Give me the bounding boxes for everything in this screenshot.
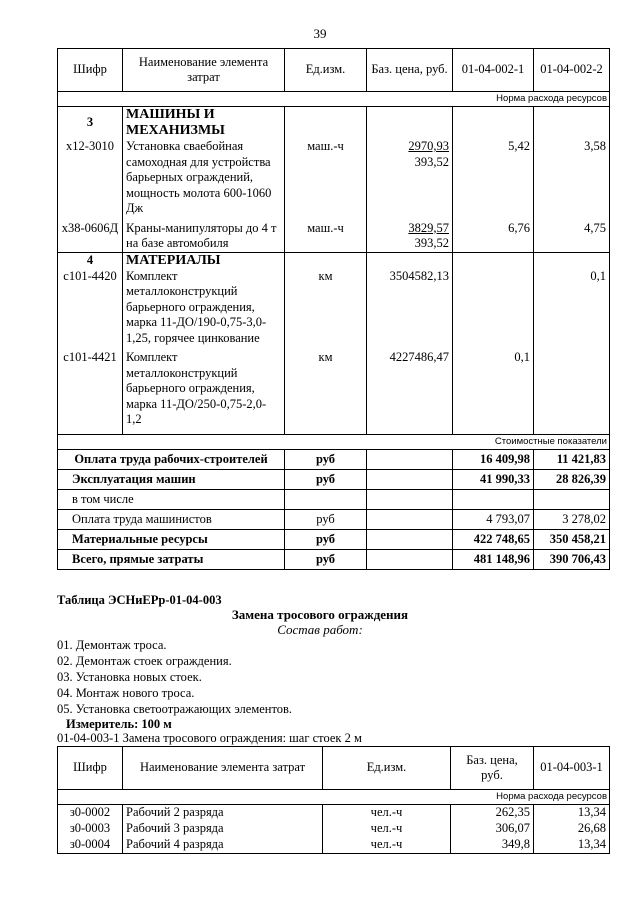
list-item: 02. Демонтаж стоек ограждения. bbox=[57, 654, 232, 668]
row-value-1: 0,1 bbox=[453, 346, 534, 435]
band-resource-norm: Норма расхода ресурсов bbox=[58, 92, 610, 107]
list-item: 03. Установка новых стоек. bbox=[57, 670, 202, 684]
row-code: з0-0004 bbox=[58, 837, 123, 854]
row-price-main: 4227486,47 bbox=[367, 346, 453, 435]
summary-value-1: 41 990,33 bbox=[453, 470, 534, 490]
header-unit: Ед.изм. bbox=[285, 49, 367, 92]
row-unit: маш.-ч bbox=[285, 217, 367, 253]
row-price-main: 3829,57 bbox=[408, 220, 449, 235]
row-name: Рабочий 2 разряда bbox=[123, 805, 323, 822]
summary-label: Оплата труда рабочих-строителей bbox=[58, 450, 285, 470]
header-name: Наименование элемента затрат bbox=[123, 747, 323, 790]
row-code: з0-0002 bbox=[58, 805, 123, 822]
row-value-1: 13,34 bbox=[534, 837, 610, 854]
table-header-row bbox=[58, 747, 610, 790]
row-unit: чел.-ч bbox=[323, 821, 451, 837]
summary-label: Материальные ресурсы bbox=[58, 530, 285, 550]
summary-unit: руб bbox=[285, 550, 367, 570]
table-header-row bbox=[58, 49, 610, 92]
row-name: Рабочий 3 разряда bbox=[123, 821, 323, 837]
section-materials bbox=[58, 252, 610, 269]
row-code: с101-4420 bbox=[58, 269, 123, 347]
summary-label: Всего, прямые затраты bbox=[58, 550, 285, 570]
row-name: Краны-манипуляторы до 4 т на базе автомобиля bbox=[123, 217, 285, 253]
band-resource-norm: Норма расхода ресурсов bbox=[58, 790, 610, 805]
summary-row bbox=[58, 530, 610, 550]
variant-line: 01-04-003-1 Замена тросового ограждения: шаг стоек 2 м bbox=[57, 731, 362, 745]
row-price-main: 2970,93 bbox=[408, 139, 449, 153]
summary-unit: руб bbox=[285, 530, 367, 550]
section-title: МАШИНЫ И МЕХАНИЗМЫ bbox=[123, 107, 285, 140]
table-row bbox=[58, 139, 610, 217]
row-value-2: 3,58 bbox=[534, 139, 610, 217]
table-row bbox=[58, 805, 610, 822]
row-value-2: 0,1 bbox=[534, 269, 610, 347]
summary-value-1: 16 409,98 bbox=[453, 450, 534, 470]
table-row bbox=[58, 217, 610, 253]
row-code: х38-0606Д bbox=[58, 217, 123, 253]
section-number: 3 bbox=[58, 107, 123, 140]
header-code: Шифр bbox=[58, 747, 123, 790]
row-name: Рабочий 4 разряда bbox=[123, 837, 323, 854]
row-price: 306,07 bbox=[451, 821, 534, 837]
resource-table-01-04-003 bbox=[57, 746, 610, 854]
header-name: Наименование элемента затрат bbox=[123, 49, 285, 92]
summary-value-2: 350 458,21 bbox=[534, 530, 610, 550]
row-price: 349,8 bbox=[451, 837, 534, 854]
summary-row bbox=[58, 470, 610, 490]
row-price-main: 3504582,13 bbox=[367, 269, 453, 347]
row-code: с101-4421 bbox=[58, 346, 123, 435]
table-row bbox=[58, 837, 610, 854]
table-row bbox=[58, 346, 610, 435]
row-name: Комплект металлоконструкций барьерного ограждения, марка 11-ДО/190-0,75-3,0-1,25, горячее цинкование bbox=[123, 269, 285, 347]
summary-label: в том числе bbox=[58, 490, 285, 510]
section-number: 4 bbox=[58, 252, 123, 269]
header-col1: 01-04-003-1 bbox=[534, 747, 610, 790]
summary-row bbox=[58, 550, 610, 570]
table-row bbox=[58, 821, 610, 837]
row-value-2 bbox=[534, 346, 610, 435]
row-unit: чел.-ч bbox=[323, 837, 451, 854]
summary-unit: руб bbox=[285, 450, 367, 470]
header-code: Шифр bbox=[58, 49, 123, 92]
row-unit: км bbox=[285, 269, 367, 347]
row-unit: км bbox=[285, 346, 367, 435]
row-value-1: 5,42 bbox=[453, 139, 534, 217]
table2-name: Замена тросового ограждения bbox=[231, 607, 409, 622]
header-col1: 01-04-002-1 bbox=[453, 49, 534, 92]
row-unit: чел.-ч bbox=[323, 805, 451, 822]
works-list bbox=[57, 637, 292, 717]
summary-unit: руб bbox=[285, 470, 367, 490]
measure: Измеритель: 100 м bbox=[66, 717, 172, 731]
row-value-1: 26,68 bbox=[534, 821, 610, 837]
row-price: 262,35 bbox=[451, 805, 534, 822]
header-price: Баз. цена, руб. bbox=[367, 49, 453, 92]
row-name: Комплект металлоконструкций барьерного ограждения, марка 11-ДО/250-0,75-2,0-1,2 bbox=[123, 346, 285, 435]
resource-table-01-04-002 bbox=[57, 48, 610, 570]
summary-row bbox=[58, 490, 610, 510]
summary-value-2: 28 826,39 bbox=[534, 470, 610, 490]
row-unit: маш.-ч bbox=[285, 139, 367, 217]
table-row bbox=[58, 269, 610, 347]
composition-title: Состав работ: bbox=[277, 622, 363, 637]
summary-row bbox=[58, 450, 610, 470]
summary-value-1: 422 748,65 bbox=[453, 530, 534, 550]
band-cost: Стоимостные показатели bbox=[58, 435, 610, 450]
row-code: х12-3010 bbox=[58, 139, 123, 217]
section-title: МАТЕРИАЛЫ bbox=[123, 252, 285, 269]
header-unit: Ед.изм. bbox=[323, 747, 451, 790]
row-value-2: 4,75 bbox=[534, 217, 610, 253]
list-item: 04. Монтаж нового троса. bbox=[57, 686, 195, 700]
row-code: з0-0003 bbox=[58, 821, 123, 837]
list-item: 05. Установка светоотражающих элементов. bbox=[57, 702, 293, 716]
summary-value-2: 11 421,83 bbox=[534, 450, 610, 470]
summary-value-1: 4 793,07 bbox=[453, 510, 534, 530]
summary-value-2: 3 278,02 bbox=[534, 510, 610, 530]
row-value-1: 13,34 bbox=[534, 805, 610, 822]
summary-value-1: 481 148,96 bbox=[453, 550, 534, 570]
summary-label: Оплата труда машинистов bbox=[58, 510, 285, 530]
page-number: 39 bbox=[313, 26, 327, 41]
table2-title: Таблица ЭСНиЕРр-01-04-003 bbox=[57, 593, 222, 607]
summary-unit: руб bbox=[285, 510, 367, 530]
row-value-1: 6,76 bbox=[453, 217, 534, 253]
header-col2: 01-04-002-2 bbox=[534, 49, 610, 92]
summary-label: Эксплуатация машин bbox=[58, 470, 285, 490]
summary-row bbox=[58, 510, 610, 530]
section-machines bbox=[58, 107, 610, 140]
row-value-1 bbox=[453, 269, 534, 347]
summary-value-2: 390 706,43 bbox=[534, 550, 610, 570]
header-price: Баз. цена, руб. bbox=[451, 747, 534, 790]
row-name: Установка сваебойная самоходная для устройства барьерных ограждений, мощность молота 600-1060 Дж bbox=[123, 139, 285, 217]
list-item: 01. Демонтаж троса. bbox=[57, 638, 167, 652]
row-price-sub: 393,52 bbox=[414, 154, 449, 169]
row-price-sub: 393,52 bbox=[414, 236, 449, 250]
